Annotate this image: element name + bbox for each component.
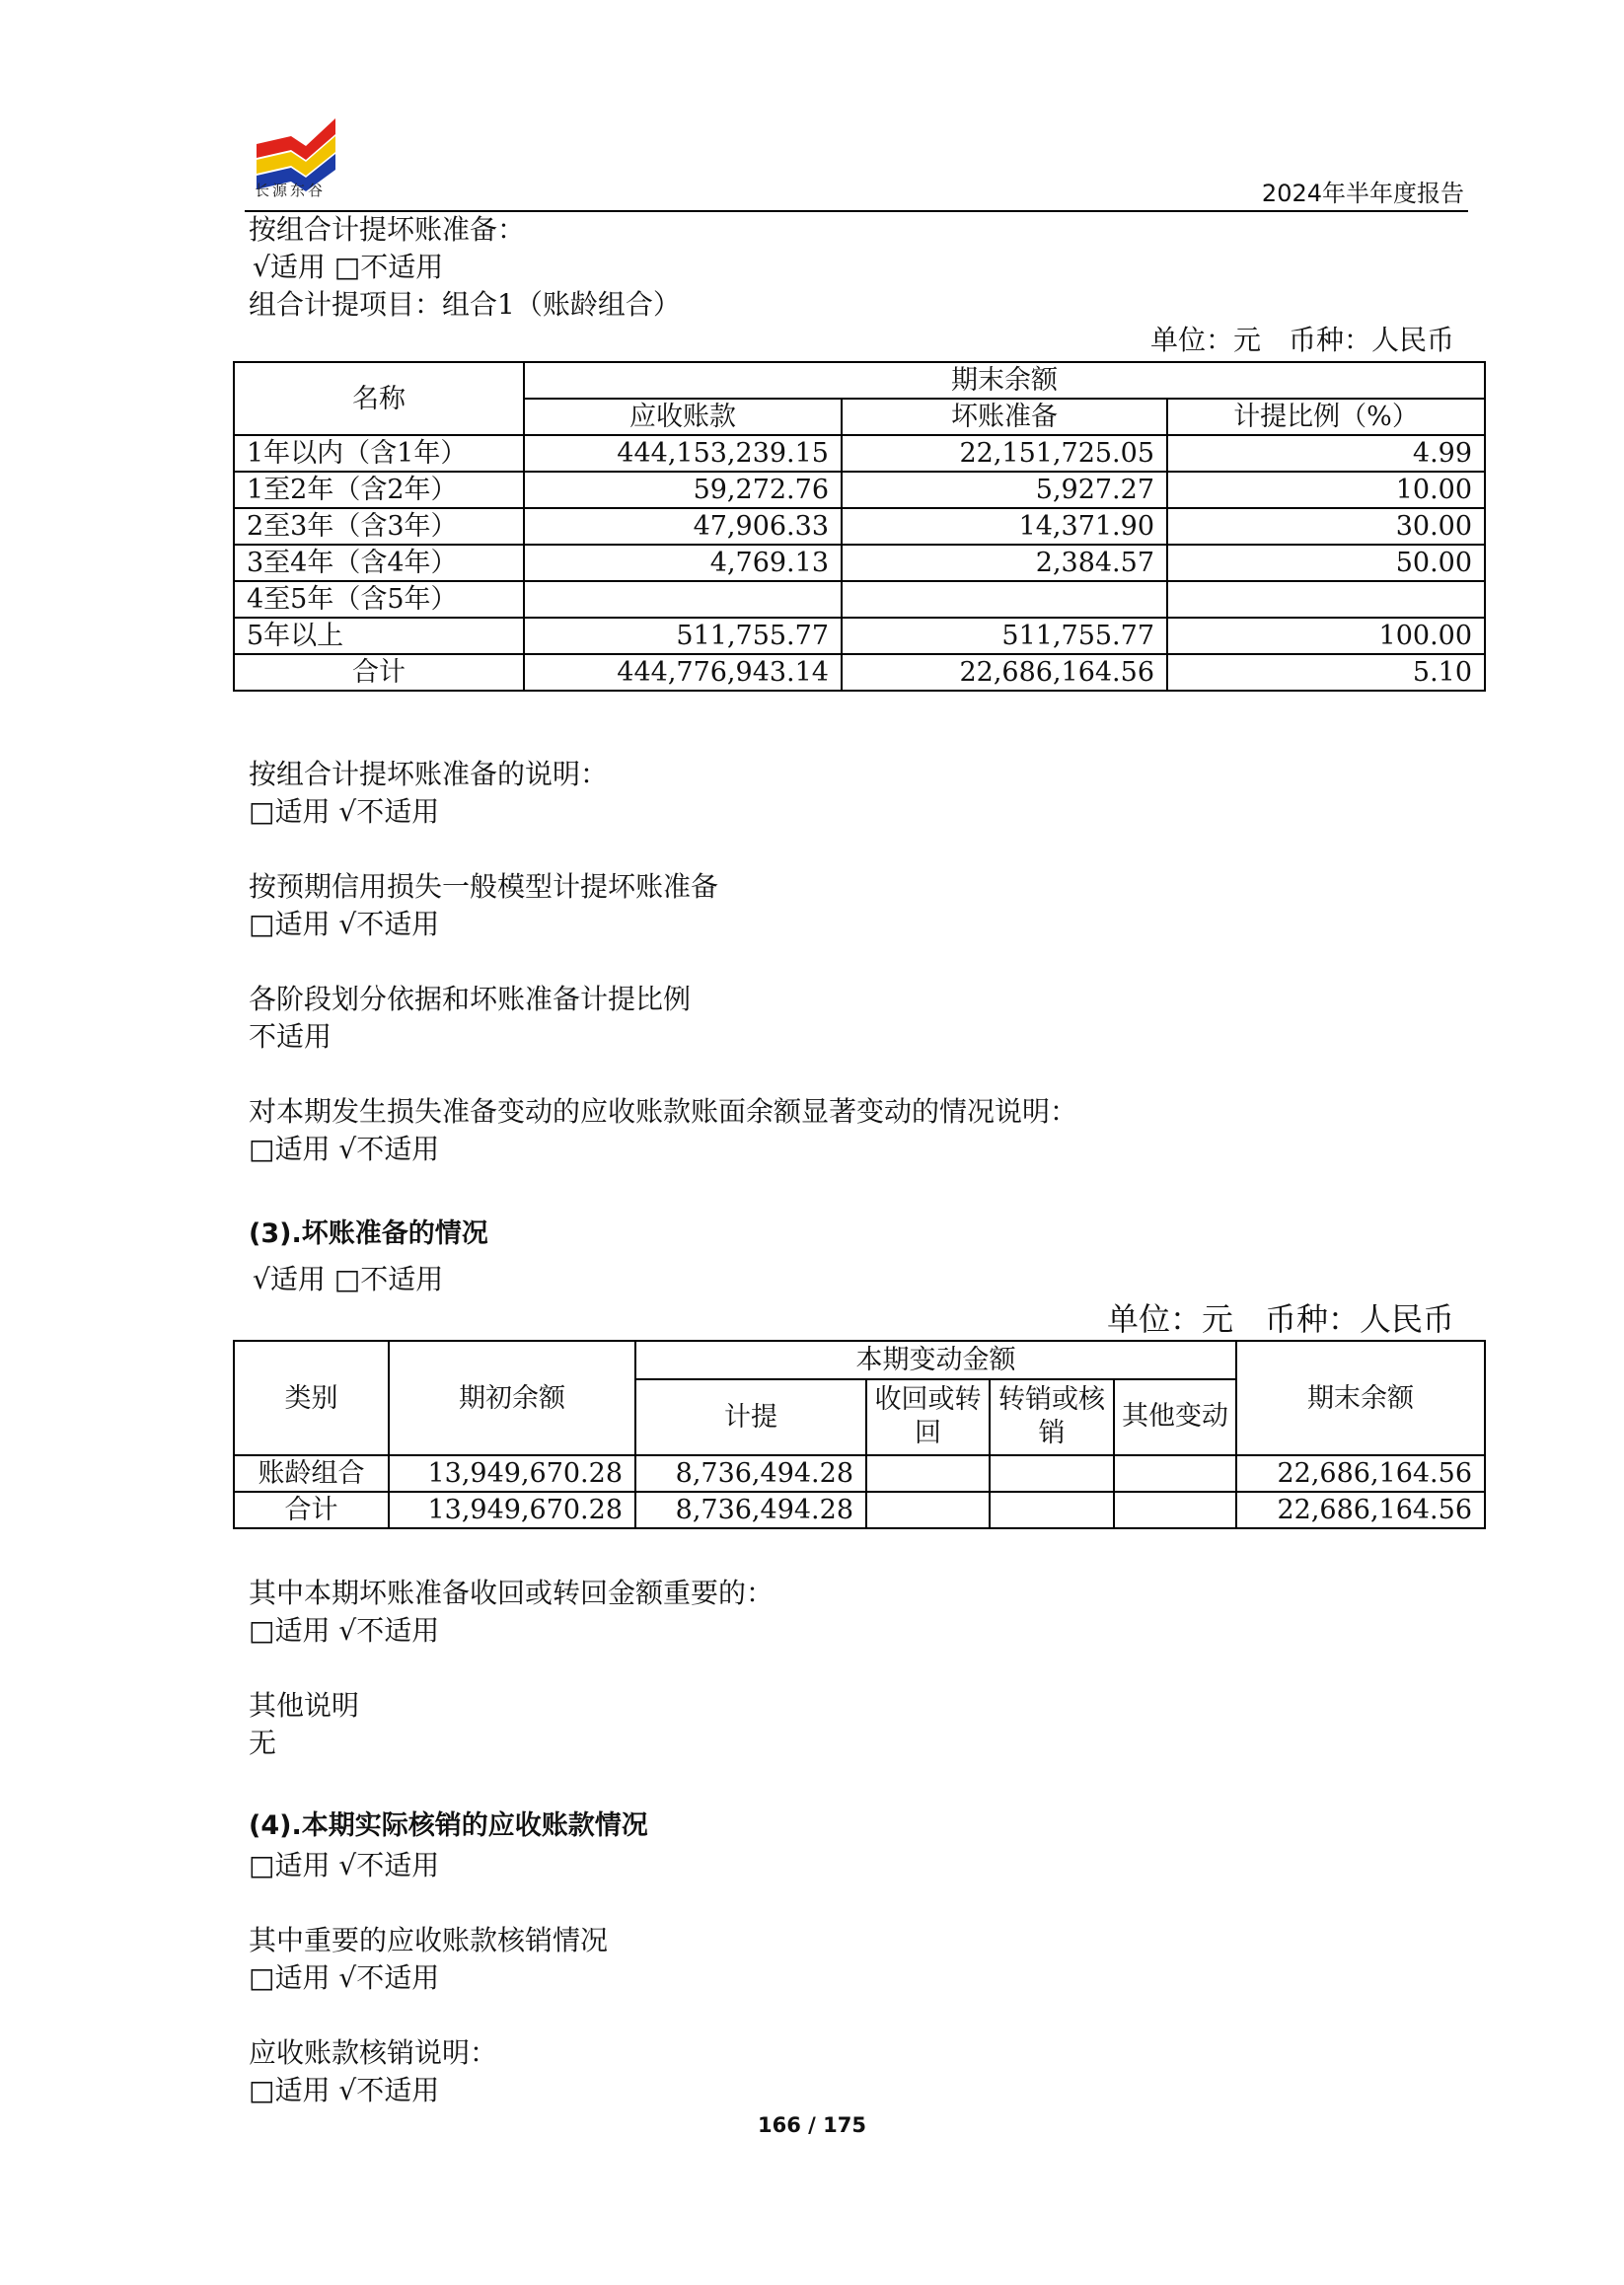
header-other: 其他变动 xyxy=(1114,1379,1236,1455)
provision-unit-line: 单位：元 币种：人民币 xyxy=(1106,1300,1454,1338)
row-closing: 22,686,164.56 xyxy=(1236,1455,1485,1492)
header-change-group: 本期变动金额 xyxy=(635,1341,1236,1379)
row-category: 合计 xyxy=(234,1492,389,1528)
row-provision: 2,384.57 xyxy=(842,545,1167,581)
table-row xyxy=(234,1455,1485,1492)
table-row xyxy=(234,472,1485,508)
row-provision: 5,927.27 xyxy=(842,472,1167,508)
row-ratio: 30.00 xyxy=(1167,508,1485,545)
note-value: □适用 √不适用 xyxy=(249,2074,440,2106)
row-receivable: 444,776,943.14 xyxy=(524,654,842,691)
note-title: 对本期发生损失准备变动的应收账款账面余额显著变动的情况说明： xyxy=(249,1095,1078,1128)
row-other xyxy=(1114,1492,1236,1528)
row-provision xyxy=(842,581,1167,618)
row-name: 3至4年（含4年） xyxy=(234,545,524,581)
note-value: □适用 √不适用 xyxy=(249,908,440,940)
note-value: 无 xyxy=(249,1727,277,1759)
table-total-row xyxy=(234,654,1485,691)
row-receivable: 511,755.77 xyxy=(524,618,842,654)
row-provision: 14,371.90 xyxy=(842,508,1167,545)
table-row xyxy=(234,618,1485,654)
note-title: 其中本期坏账准备收回或转回金额重要的： xyxy=(249,1577,775,1609)
row-ratio: 4.99 xyxy=(1167,435,1485,472)
note-value: 不适用 xyxy=(249,1020,332,1053)
row-name: 1年以内（含1年） xyxy=(234,435,524,472)
logo-text: 长源东谷 xyxy=(255,182,327,199)
row-receivable xyxy=(524,581,842,618)
note-title: 按组合计提坏账准备的说明： xyxy=(249,758,609,790)
row-receivable: 59,272.76 xyxy=(524,472,842,508)
row-receivable: 47,906.33 xyxy=(524,508,842,545)
aging-table xyxy=(233,361,1486,692)
row-writeoff xyxy=(990,1492,1114,1528)
header-writeoff: 转销或核销 xyxy=(990,1379,1114,1455)
row-name: 2至3年（含3年） xyxy=(234,508,524,545)
note-title: 各阶段划分依据和坏账准备计提比例 xyxy=(249,983,692,1015)
header-category: 类别 xyxy=(234,1341,389,1455)
row-writeoff xyxy=(990,1455,1114,1492)
note-title: 应收账款核销说明： xyxy=(249,2036,498,2069)
row-opening: 13,949,670.28 xyxy=(389,1455,635,1492)
row-category: 账龄组合 xyxy=(234,1455,389,1492)
note-value: □适用 √不适用 xyxy=(249,1614,440,1647)
header-accrual: 计提 xyxy=(635,1379,866,1455)
row-receivable: 4,769.13 xyxy=(524,545,842,581)
section-heading-provision: (3).坏账准备的情况 xyxy=(249,1218,488,1249)
combo-applicability: √适用 □不适用 xyxy=(253,251,444,283)
header-name: 名称 xyxy=(234,362,524,435)
table-row xyxy=(234,545,1485,581)
row-provision: 22,151,725.05 xyxy=(842,435,1167,472)
table-row xyxy=(234,435,1485,472)
note-title: 其他说明 xyxy=(249,1689,360,1722)
row-ratio xyxy=(1167,581,1485,618)
provision-applicability: √适用 □不适用 xyxy=(253,1263,444,1295)
report-title: 2024年半年度报告 xyxy=(1261,180,1464,207)
page-number: 166 / 175 xyxy=(758,2113,866,2137)
header-closing: 期末余额 xyxy=(1236,1341,1485,1455)
row-other xyxy=(1114,1455,1236,1492)
header-receivable: 应收账款 xyxy=(524,399,842,435)
header-ratio: 计提比例（%） xyxy=(1167,399,1485,435)
table-row xyxy=(234,508,1485,545)
header-opening: 期初余额 xyxy=(389,1341,635,1455)
row-ratio: 10.00 xyxy=(1167,472,1485,508)
note-title: 其中重要的应收账款核销情况 xyxy=(249,1924,609,1956)
combo-unit-line: 单位：元 币种：人民币 xyxy=(1149,324,1454,356)
header-provision: 坏账准备 xyxy=(842,399,1167,435)
row-accrual: 8,736,494.28 xyxy=(635,1492,866,1528)
row-accrual: 8,736,494.28 xyxy=(635,1455,866,1492)
row-ratio: 50.00 xyxy=(1167,545,1485,581)
row-name: 5年以上 xyxy=(234,618,524,654)
row-name: 1至2年（含2年） xyxy=(234,472,524,508)
section-heading-writeoff: (4).本期实际核销的应收账款情况 xyxy=(249,1810,648,1841)
note-value: □适用 √不适用 xyxy=(249,1961,440,1994)
combo-heading: 按组合计提坏账准备： xyxy=(249,213,526,246)
row-recovery xyxy=(866,1492,990,1528)
note-value: □适用 √不适用 xyxy=(249,795,440,828)
row-name: 合计 xyxy=(234,654,524,691)
row-name: 4至5年（含5年） xyxy=(234,581,524,618)
table-row xyxy=(234,581,1485,618)
combo-item-line: 组合计提项目：组合1（账龄组合） xyxy=(249,288,681,321)
table-total-row xyxy=(234,1492,1485,1528)
writeoff-applicability: □适用 √不适用 xyxy=(249,1849,440,1881)
header-recovery: 收回或转回 xyxy=(866,1379,990,1455)
note-value: □适用 √不适用 xyxy=(249,1133,440,1165)
header-closing-balance: 期末余额 xyxy=(524,362,1485,399)
provision-table xyxy=(233,1340,1486,1529)
row-receivable: 444,153,239.15 xyxy=(524,435,842,472)
row-recovery xyxy=(866,1455,990,1492)
row-provision: 22,686,164.56 xyxy=(842,654,1167,691)
row-opening: 13,949,670.28 xyxy=(389,1492,635,1528)
row-provision: 511,755.77 xyxy=(842,618,1167,654)
row-ratio: 100.00 xyxy=(1167,618,1485,654)
row-ratio: 5.10 xyxy=(1167,654,1485,691)
row-closing: 22,686,164.56 xyxy=(1236,1492,1485,1528)
note-title: 按预期信用损失一般模型计提坏账准备 xyxy=(249,870,719,903)
